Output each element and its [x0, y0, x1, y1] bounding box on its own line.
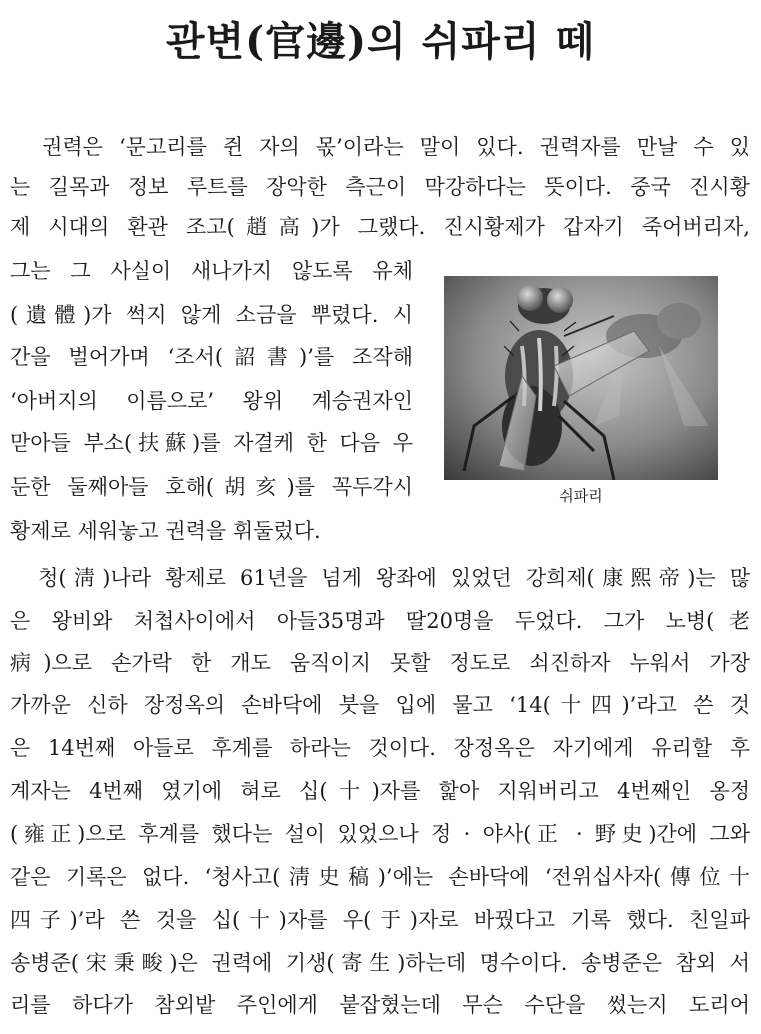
text-line: 맏아들 부소(扶蘇)를 자결케 한 다음 우 [10, 431, 413, 455]
text-line: 病)으로 손가락 한 개도 움직이지 못할 정도로 쇠진하자 누워서 가장 [10, 651, 750, 675]
text-line: 권력은 ‘문고리를 쥔 자의 몫’이라는 말이 있다. 권력자를 만날 수 있 [10, 135, 750, 159]
text-line: 제 시대의 환관 조고(趙高)가 그랬다. 진시황제가 갑자기 죽어버리자, [10, 215, 750, 239]
text-line: 황제로 세워놓고 권력을 휘둘렀다. [10, 519, 321, 543]
text-line: 간을 벌어가며 ‘조서(詔書)’를 조작해 [10, 345, 413, 369]
text-line: 은 왕비와 처첩사이에서 아들35명과 딸20명을 두었다. 그가 노병(老 [10, 609, 750, 633]
text-line: 그는 그 사실이 새나가지 않도록 유체 [10, 259, 413, 283]
page-title: 관변(官邊)의 쉬파리 떼 [165, 18, 596, 65]
text-line: (遺體)가 썩지 않게 소금을 뿌렸다. 시 [10, 303, 413, 327]
text-line: ‘아버지의 이름으로’ 왕위 계승권자인 [10, 389, 413, 413]
text-line: 는 길목과 정보 루트를 장악한 측근이 막강하다는 뜻이다. 중국 진시황 [10, 175, 750, 199]
text-line: 청(淸)나라 황제로 61년을 넘게 왕좌에 있었던 강희제(康熙帝)는 많 [10, 566, 750, 590]
text-line: 가까운 신하 장정옥의 손바닥에 붓을 입에 물고 ‘14(十四)’라고 쓴 것 [10, 693, 750, 717]
text-line: 계자는 4번째 였기에 혀로 십(十)자를 핥아 지워버리고 4번째인 옹정 [10, 779, 750, 803]
text-line: (雍正)으로 후계를 했다는 설이 있었으나 정 · 야사(正 · 野史)간에 그와 [10, 822, 750, 846]
text-line: 은 14번째 아들로 후계를 하라는 것이다. 장정옥은 자기에게 유리할 후 [10, 736, 750, 760]
text-line: 리를 하다가 참외밭 주인에게 붙잡혔는데 무슨 수단을 썼는지 도리어 [10, 993, 750, 1017]
text-line: 송병준(宋秉畯)은 권력에 기생(寄生)하는데 명수이다. 송병준은 참외 서 [10, 951, 750, 975]
figure-caption: 쉬파리 [559, 487, 603, 505]
fly-photo [444, 276, 718, 480]
text-line: 四子)’라 쓴 것을 십(十)자를 우(于)자로 바꿨다고 기록 했다. 친일파 [10, 908, 750, 932]
text-line: 둔한 둘째아들 호해(胡亥)를 꼭두각시 [10, 475, 413, 499]
text-line: 같은 기록은 없다. ‘청사고(淸史稿)’에는 손바닥에 ‘전위십사자(傳位十 [10, 865, 750, 889]
